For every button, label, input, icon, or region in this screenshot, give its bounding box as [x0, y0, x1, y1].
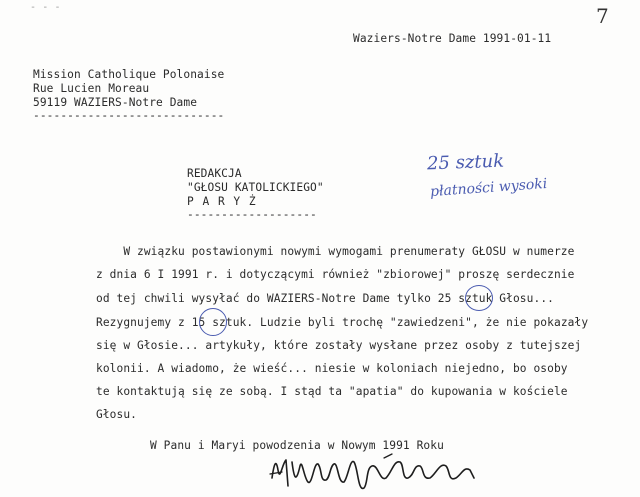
signature [264, 448, 514, 496]
recipient-rule: ------------------- [187, 208, 317, 221]
body-line-8: Głosu. [96, 408, 138, 421]
sender-line-1: Mission Catholique Polonaise [33, 68, 225, 81]
recipient-line-1: REDAKCJA [187, 167, 242, 180]
body-line-6: kolonii. A wiadomo, że wieść... niesie w koloniach niejedno, bo osoby [96, 362, 568, 375]
body-line-3-a: od tej chwili wysyłać do WAZIERS-Notre Dame tylko [96, 292, 438, 305]
place-date: Waziers-Notre Dame 1991-01-11 [353, 32, 552, 45]
body-line-7: te kontaktują się ze sobą. I stąd ta "apatia" do kupowania w kościele [96, 385, 568, 398]
sender-line-3: 59119 WAZIERS-Notre Dame [33, 96, 198, 109]
circled-number-15: 15 [191, 316, 206, 329]
body-line-2: z dnia 6 I 1991 r. i dotyczącymi również "zbiorowej" proszę serdecznie [96, 268, 575, 281]
body-line-4-b: sztuk. Ludzie byli trochę "zawiedzeni", że nie pokazały [205, 316, 589, 329]
closing-line: W Panu i Maryi powodzenia w Nowym 1991 Roku [150, 439, 444, 452]
top-marks: - - - [30, 2, 61, 13]
recipient-line-2: "GŁOSU KATOLICKIEGO" [187, 181, 324, 194]
body-line-3-b: sztuk Głosu... [451, 292, 554, 305]
body-line-1: W związku postawionymi nowymi wymogami prenumeraty GŁOSU w numerze [96, 245, 575, 258]
body-line-4 [96, 316, 588, 330]
handwritten-annotation-1: 25 sztuk [426, 150, 505, 175]
recipient-line-3: P A R Y Ż [187, 195, 257, 208]
circled-number-25: 25 [437, 292, 452, 305]
sender-rule: ---------------------------- [33, 109, 225, 122]
sender-line-2: Rue Lucien Moreau [33, 82, 150, 95]
circle-mark-15 [199, 308, 227, 336]
body-line-4-a: Rezygnujemy z [96, 316, 192, 329]
handwritten-annotation-2: płatności wysoki [429, 175, 548, 201]
page-number: 7 [596, 4, 609, 28]
circle-mark-25 [465, 285, 493, 311]
body-line-5: się w Głosie... artykuły, które zostały wysłane przez osoby z tutejszej [96, 339, 582, 352]
